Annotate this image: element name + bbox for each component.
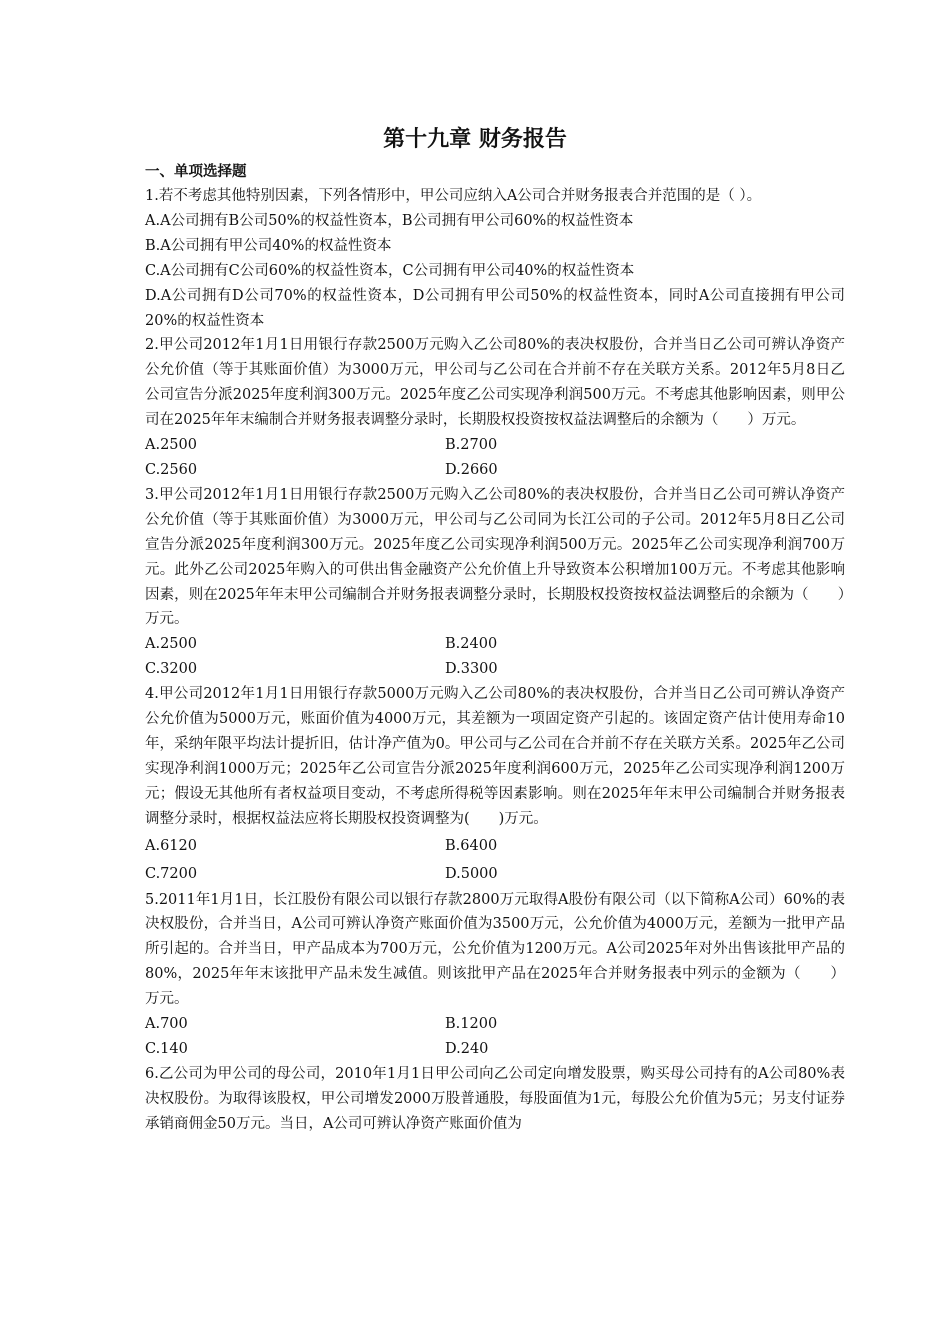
question-5-option-d: D.240 bbox=[445, 1041, 489, 1057]
question-3-stem: 3.甲公司2012年1月1日用银行存款2500万元购入乙公司80%的表决权股份，合并当日乙公司可辨认净资产公允价值（等于其账面价值）为3000万元，甲公司与乙公司同为长江公司的子公司。2012年5月8日乙公司宣告分派2025年度利润300万元。2025年度乙公司实现净利润500万元。2025年乙公司实现净利润700万元。此外乙公司2025年购入的可供出售金融资产公允价值上升导致资本公积增加100万元。不考虑其他影响因素，则在2025年年末甲公司编制合并财务报表调整分录时，长期股权投资按权益法调整后的余额为（ ）万元。 bbox=[145, 486, 845, 628]
question-4-option-c: C.7200 bbox=[145, 865, 198, 882]
question-5-option-c: C.140 bbox=[145, 1041, 188, 1057]
question-2-option-b: B.2700 bbox=[445, 437, 498, 454]
question-5-option-a: A.700 bbox=[145, 1016, 188, 1033]
question-1-option-c: C.A公司拥有C公司60%的权益性资本，C公司拥有甲公司40%的权益性资本 bbox=[145, 262, 635, 279]
question-2-options bbox=[145, 433, 845, 483]
question-6-stem: 6.乙公司为甲公司的母公司，2010年1月1日甲公司向乙公司定向增发股票，购买母公司持有的A公司80%表决权股份。为取得该股权，甲公司增发2000万股普通股，每股面值为1元，每股公允价值为5元；另支付证券承销商佣金50万元。当日，A公司可辨认净资产账面价值为 bbox=[145, 1065, 845, 1132]
question-5-option-b: B.1200 bbox=[445, 1016, 498, 1033]
question-4-option-d: D.5000 bbox=[445, 865, 498, 882]
question-4-options bbox=[145, 832, 845, 888]
question-5-stem: 5.2011年1月1日，长江股份有限公司以银行存款2800万元取得A股份有限公司（以下简称A公司）60%的表决权股份，合并当日，A公司可辨认净资产账面价值为3500万元，公允价值为4000万元，差额为一批甲产品所引起的。合并当日，甲产品成本为700万元，公允价值为1200万元。A公司2025年对外出售该批甲产品的80%，2025年年末该批甲产品未发生减值。则该批甲产品在2025年合并财务报表中列示的金额为（ ）万元。 bbox=[145, 891, 845, 1008]
question-2-option-d: D.2660 bbox=[445, 461, 498, 478]
question-4-stem: 4.甲公司2012年1月1日用银行存款5000万元购入乙公司80%的表决权股份，合并当日乙公司可辨认净资产公允价值为5000万元，账面价值为4000万元，其差额为一项固定资产引起的。该固定资产估计使用寿命10年，采纳年限平均法计提折旧，估计净产值为0。甲公司与乙公司在合并前不存在关联方关系。2025年乙公司实现净利润1000万元；2025年乙公司宣告分派2025年度利润600万元，2025年乙公司实现净利润1200万元；假设无其他所有者权益项目变动，不考虑所得税等因素影响。则在2025年年末甲公司编制合并财务报表调整分录时，根据权益法应将长期股权投资调整为( )万元。 bbox=[145, 686, 845, 827]
question-1-option-d: D.A公司拥有D公司70%的权益性资本，D公司拥有甲公司50%的权益性资本，同时A公司直接拥有甲公司20%的权益性资本 bbox=[145, 287, 845, 329]
chapter-title: 第十九章 财务报告 bbox=[383, 127, 567, 152]
question-1-option-b: B.A公司拥有甲公司40%的权益性资本 bbox=[145, 237, 392, 254]
question-2-option-a: A.2500 bbox=[145, 437, 197, 454]
question-3-option-d: D.3300 bbox=[445, 661, 498, 678]
question-4-option-a: A.6120 bbox=[145, 837, 197, 854]
question-5-options bbox=[145, 1012, 845, 1062]
document-body bbox=[145, 160, 845, 1137]
question-3-option-a: A.2500 bbox=[145, 636, 197, 653]
question-2-option-c: C.2560 bbox=[145, 461, 198, 478]
question-3-option-b: B.2400 bbox=[445, 636, 498, 653]
section-heading: 一、单项选择题 bbox=[145, 164, 247, 180]
question-3-options bbox=[145, 632, 845, 682]
question-4-option-b: B.6400 bbox=[445, 837, 498, 854]
question-1-stem: 1.若不考虑其他特别因素，下列各情形中，甲公司应纳入A公司合并财务报表合并范围的是（ ）。 bbox=[145, 188, 762, 204]
question-2-stem: 2.甲公司2012年1月1日用银行存款2500万元购入乙公司80%的表决权股份，合并当日乙公司可辨认净资产公允价值（等于其账面价值）为3000万元，甲公司与乙公司在合并前不存在关联方关系。2012年5月8日乙公司宣告分派2025年度利润300万元。2025年度乙公司实现净利润500万元。不考虑其他影响因素，则甲公司在2025年年末编制合并财务报表调整分录时，长期股权投资按权益法调整后的余额为（ ）万元。 bbox=[145, 337, 845, 429]
question-3-option-c: C.3200 bbox=[145, 661, 198, 678]
question-1-option-a: A.A公司拥有B公司50%的权益性资本，B公司拥有甲公司60%的权益性资本 bbox=[145, 212, 634, 229]
